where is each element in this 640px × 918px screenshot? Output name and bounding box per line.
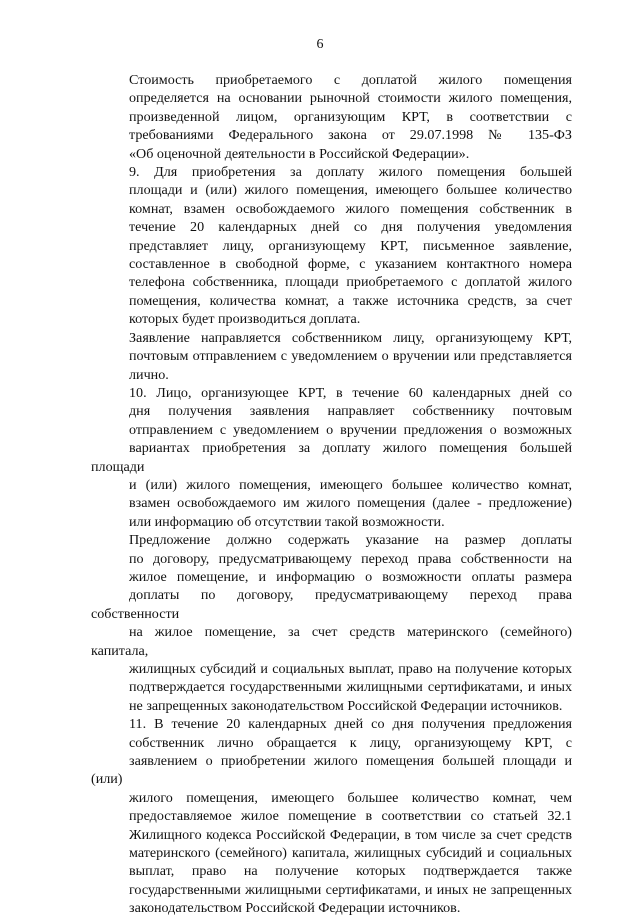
paragraph-line: площади и (или) жилого помещения, имеющего большее количество [129, 182, 572, 199]
paragraph-line: помещения, количества комнат, а также источника средств, за счет [129, 292, 572, 309]
paragraph-line: подтверждается государственными жилищными сертификатами, и иных [129, 679, 572, 696]
paragraph-line: по договору, предусматривающему переход права собственности на [129, 550, 572, 567]
paragraph-line: 11. В течение 20 календарных дней со дня получения предложения [129, 716, 572, 733]
paragraph-clause-9 [91, 163, 572, 329]
paragraph-line: жилищных субсидий и социальных выплат, право на получение которых [129, 661, 572, 677]
paragraph-line: отправлением с уведомлением о вручении предложения о возможных [129, 421, 572, 438]
paragraph-line: «Об оценочной деятельности в Российской Федерации». [129, 145, 470, 162]
paragraph-line: взамен освобождаемого им жилого помещения (далее - предложение) [129, 495, 572, 512]
paragraph-clause-11 [91, 715, 572, 917]
paragraph-line: собственник лично обращается к лицу, организующему КРТ, с [129, 734, 572, 751]
paragraph-line: и (или) жилого помещения, имеющего большее количество комнат, [129, 476, 572, 493]
paragraph-line: жилого помещения, имеющего большее количество комнат, чем [129, 789, 572, 806]
paragraph-line: Предложение должно содержать указание на размер доплаты [129, 532, 572, 549]
paragraph-line: почтовым отправлением с уведомлением о вручении или представляется [129, 348, 572, 365]
paragraph-line: выплат, право на получение которых подтверждается также [129, 863, 572, 880]
paragraph-line: государственными жилищными сертификатами, и иных не запрещенных [129, 881, 572, 898]
paragraph-line: законодательством Российской Федерации источников. [129, 900, 461, 917]
paragraph-line: 10. Лицо, организующее КРТ, в течение 60 календарных дней со [129, 384, 572, 401]
paragraph-offer-content [91, 531, 572, 715]
paragraph-line: составленное в свободной форме, с указанием контактного номера [129, 256, 572, 273]
paragraph-line: вариантах приобретения за доплату жилого помещения большей площади [91, 440, 572, 475]
paragraph-line: заявлением о приобретении жилого помещения большей площади и (или) [91, 753, 572, 788]
paragraph-line: течение 20 календарных дней со дня получения уведомления [129, 219, 572, 236]
paragraph-line: требованиями Федерального закона от 29.07.1998 № 135-ФЗ [129, 127, 572, 144]
paragraph-line: или информацию об отсутствии такой возможности. [129, 513, 445, 530]
document-body [91, 71, 572, 918]
paragraph-line: предоставляемое жилое помещение в соответствии со статьей 32.1 [129, 808, 572, 825]
paragraph-line: которых будет производиться доплата. [129, 311, 361, 328]
paragraph-line: комнат, взамен освобождаемого жилого помещения собственник в [129, 200, 572, 217]
paragraph-line: не запрещенных законодательством Российской Федерации источников. [129, 697, 563, 714]
paragraph-line: произведенной лицом, организующим КРТ, в соответствии с [129, 108, 572, 125]
paragraph-line: лично. [129, 366, 169, 383]
paragraph-line: определяется на основании рыночной стоимости жилого помещения, [129, 90, 572, 107]
paragraph-application-delivery [91, 329, 572, 384]
paragraph-line: 9. Для приобретения за доплату жилого помещения большей [129, 164, 572, 181]
paragraph-line: дня получения заявления направляет собственнику почтовым [129, 403, 572, 420]
paragraph-line: материнского (семейного) капитала, жилищных субсидий и социальных [129, 845, 572, 862]
paragraph-line: доплаты по договору, предусматривающему переход права собственности [91, 587, 572, 622]
paragraph-clause-10 [91, 384, 572, 531]
paragraph-line: жилое помещение, и информацию о возможности оплаты размера [129, 568, 572, 585]
paragraph-line: Заявление направляется собственником лицу, организующему КРТ, [129, 329, 572, 346]
page-number: 6 [316, 37, 324, 52]
paragraph-line: телефона собственника, площади приобретаемого с доплатой жилого [129, 274, 572, 291]
paragraph-line: на жилое помещение, за счет средств материнского (семейного) капитала, [91, 624, 572, 659]
paragraph-line: представляет лицу, организующему КРТ, письменное заявление, [129, 237, 572, 254]
paragraph-valuation [91, 71, 572, 163]
paragraph-line: Жилищного кодекса Российской Федерации, в том числе за счет средств [129, 826, 572, 843]
paragraph-line: Стоимость приобретаемого с доплатой жилого помещения [129, 72, 572, 88]
